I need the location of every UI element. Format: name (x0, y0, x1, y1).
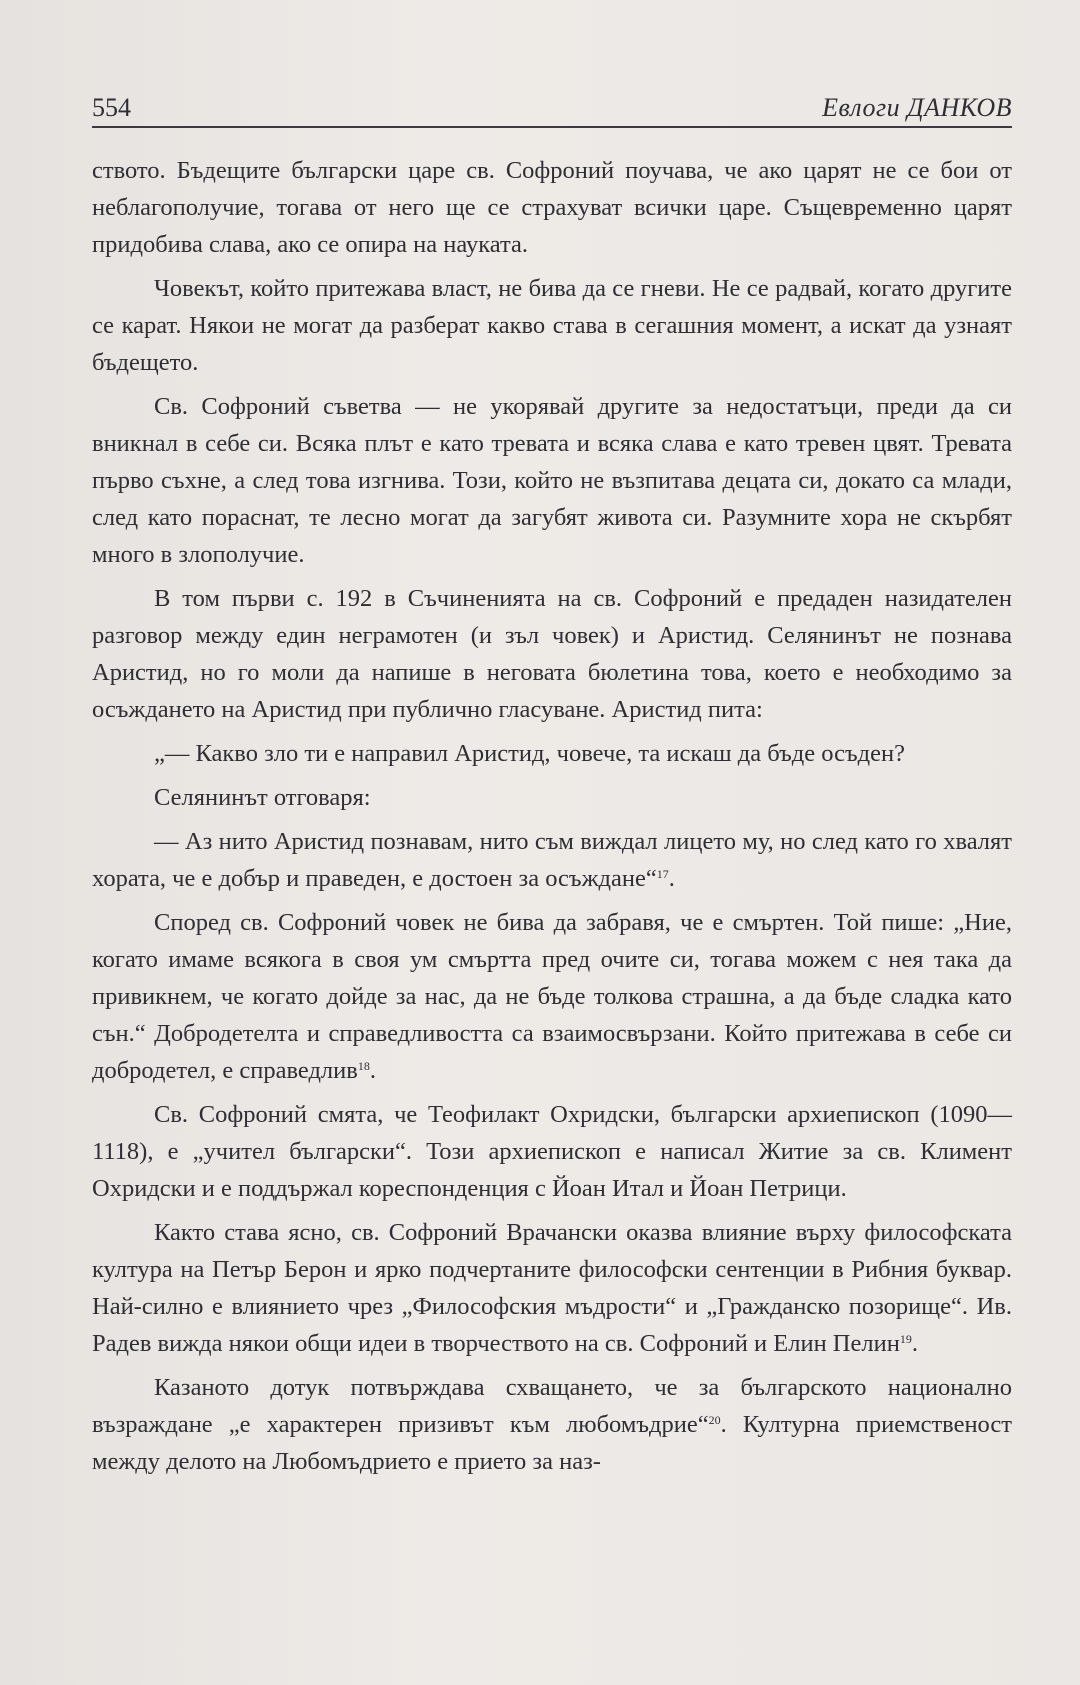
footnote-ref-20: 20 (708, 1413, 721, 1427)
period: . (720, 1411, 727, 1438)
paragraph-text: Казаното дотук потвърждава схващането, че за българското национално възраждане „е характерен призивът към любомъдрие“ (92, 1374, 1012, 1438)
paragraph-text: — Аз нито Аристид познавам, нито съм виждал лицето му, но след като го хвалят хората, че е добър и праведен, е достоен за осъждане“ (92, 828, 1012, 892)
paragraph-text: Според св. Софроний човек не бива да забравя, че е смъртен. Той пише: „Ние, когато имаме всякога в своя ум смъртта пред очите си, тогава можем с нея така да привикнем, че когато дойде за нас, да не бъде толкова страшна, а да бъде сладка като сън.“ Добродетелта и справедливостта са взаимосвързани. Който притежава в себе си добродетел, е справедлив (92, 909, 1012, 1084)
period: . (369, 1057, 376, 1084)
page-body (92, 152, 1012, 1487)
paragraph-text: Както става ясно, св. Софроний Врачански оказва влияние върху философската култура на Петър Берон и ярко подчертаните философски сентенции в Рибния буквар. Най-силно е влиянието чрез „Философския мъдрости“ и „Гражданско позорище“. Ив. Радев вижда някои общи идеи в творчеството на св. Софроний и Елин Пелин (92, 1219, 1012, 1357)
paragraph (92, 1369, 1012, 1480)
period: . (668, 865, 675, 892)
paragraph (92, 904, 1012, 1089)
footnote-ref-19: 19 (899, 1332, 912, 1346)
paragraph: В том първи с. 192 в Съчиненията на св. Софроний е предаден назидателен разговор между един неграмотен (и зъл човек) и Аристид. Селянинът не познава Аристид, но го моли да напише в неговата бюлетина това, което е необходимо за осъждането на Аристид при публично гласуване. Аристид пита: (92, 585, 1012, 723)
page-number: 554 (92, 93, 131, 122)
paragraph-dialogue: „— Какво зло ти е направил Аристид, човече, та искаш да бъде осъден? (154, 740, 905, 767)
paragraph-text: Културна приемственост между делото на Любомъдрието е прието за наз- (92, 1411, 1013, 1475)
paragraph: Селянинът отговаря: (154, 784, 371, 811)
page-header (92, 88, 1012, 128)
period: . (911, 1330, 918, 1357)
paragraph (92, 1214, 1012, 1362)
footnote-ref-18: 18 (357, 1059, 370, 1073)
paragraph: Св. Софроний смята, че Теофилакт Охридски, български архиепископ (1090—1118), е „учител български“. Този архиепископ е написал Житие за св. Климент Охридски и е поддържал кореспонденция с Йоан Итал и Йоан Петрици. (92, 1101, 1012, 1202)
footnote-ref-17: 17 (656, 867, 669, 881)
paragraph: Човекът, който притежава власт, не бива да се гневи. Не се радвай, когато другите се карат. Някои не могат да разберат какво става в сегашния момент, а искат да узнаят бъдещето. (92, 275, 1012, 376)
running-head-author: Евлоги ДАНКОВ (822, 93, 1012, 122)
paragraph: ството. Бъдещите български царе св. Софроний поучава, че ако царят не се бои от неблагополучие, тогава от него ще се страхуват всички царе. Същевременно царят придобива слава, ако се опира на науката. (92, 157, 1012, 258)
header-rule (92, 126, 1012, 128)
paragraph-dialogue (92, 823, 1012, 897)
paragraph: Св. Софроний съветва — не укорявай другите за недостатъци, преди да си вникнал в себе си. Всяка плът е като тревата и всяка слава е като тревен цвят. Тревата първо съхне, а след това изгнива. Този, който не възпитава децата си, докато са млади, след като пораснат, те лесно могат да загубят живота си. Разумните хора не скърбят много в злополучие. (92, 393, 1012, 568)
